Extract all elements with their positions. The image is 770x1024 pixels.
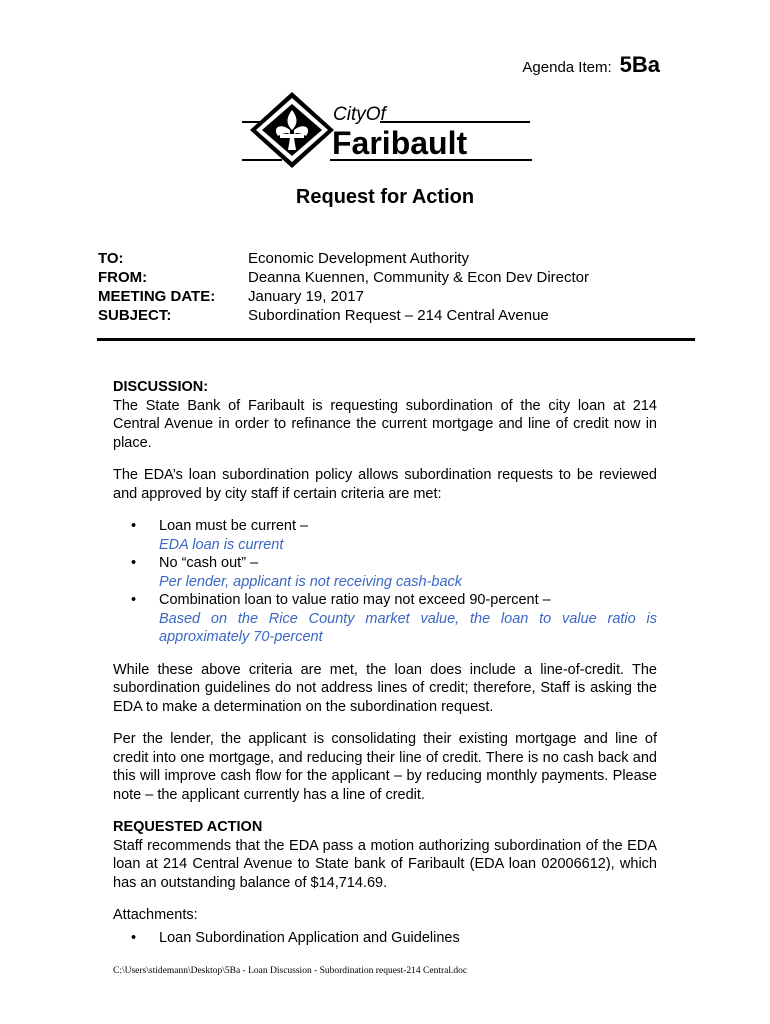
document-body: [113, 378, 657, 947]
criteria-note: Per lender, applicant is not receiving cash-back: [159, 573, 463, 590]
list-item: [113, 554, 657, 591]
memo-label: FROM:: [98, 269, 148, 286]
attachment-text: Loan Subordination Application and Guidelines: [159, 929, 460, 946]
discussion-heading: DISCUSSION:: [113, 379, 209, 395]
memo-row-to: [98, 249, 589, 268]
memo-header: [98, 249, 589, 325]
memo-value: January 19, 2017: [248, 288, 364, 305]
attachments-list: [113, 929, 657, 948]
criteria-note: Based on the Rice County market value, the loan to value ratio is approximately 70-percent: [159, 610, 657, 645]
memo-label: MEETING DATE:: [98, 288, 216, 305]
list-item: [113, 591, 657, 647]
logo-city-of-text: CityOf: [333, 104, 386, 125]
file-path-footer: C:\Users\stidemann\Desktop\5Ba - Loan Discussion - Subordination request-214 Central.doc: [113, 966, 468, 976]
requested-action-text: Staff recommends that the EDA pass a motion authorizing subordination of the EDA loan at 214 Central Avenue to State bank of Faribault (EDA loan 02006612), which has an outstanding balance of $14,714.69.: [113, 837, 657, 891]
memo-value: Economic Development Authority: [248, 250, 469, 267]
discussion-paragraph-3: While these above criteria are met, the loan does include a line-of-credit. The subordination guidelines do not address lines of credit; therefore, Staff is asking the EDA to make a determination on the subordination request.: [113, 661, 657, 715]
bullet-icon: •: [131, 555, 137, 571]
bullet-icon: •: [131, 592, 137, 608]
criteria-text: Combination loan to value ratio may not exceed 90-percent –: [159, 592, 551, 608]
agenda-item-label: Agenda Item:: [522, 59, 612, 76]
memo-label: SUBJECT:: [98, 307, 172, 324]
memo-row-from: [98, 268, 589, 287]
discussion-paragraph-1: The State Bank of Faribault is requesting subordination of the city loan at 214 Central Avenue in order to refinance the current mortgage and line of credit now in place.: [113, 397, 657, 451]
memo-row-meeting-date: [98, 287, 589, 306]
agenda-item-number: 5Ba: [619, 52, 660, 77]
agenda-item: [522, 52, 660, 78]
logo-faribault-text: Faribault: [332, 125, 468, 161]
discussion-paragraph-4: Per the lender, the applicant is consolidating their existing mortgage and line of credit into one mortgage, and reducing their line of credit. There is no cash back and this will improve cash flow for the applicant – by reducing monthly payments. Please note – the applicant currently has a line of credit.: [113, 731, 657, 803]
requested-action-heading: REQUESTED ACTION: [113, 819, 263, 835]
bullet-icon: •: [131, 929, 137, 946]
criteria-text: No “cash out” –: [159, 555, 259, 571]
page-title: Request for Action: [295, 186, 475, 208]
list-item: [113, 929, 657, 948]
criteria-list: [113, 517, 657, 647]
memo-value: Deanna Kuennen, Community & Econ Dev Director: [248, 269, 590, 286]
list-item: [113, 517, 657, 554]
header-divider: [97, 338, 695, 341]
memo-row-subject: [98, 306, 589, 325]
city-of-faribault-logo: [240, 90, 535, 170]
bullet-icon: •: [131, 518, 137, 534]
criteria-note: EDA loan is current: [159, 536, 284, 553]
discussion-paragraph-2: The EDA’s loan subordination policy allows subordination requests to be reviewed and approved by city staff if certain criteria are met:: [113, 467, 657, 502]
attachments-label: Attachments:: [113, 907, 198, 923]
memo-value: Subordination Request – 214 Central Avenue: [248, 307, 549, 324]
memo-label: TO:: [98, 250, 124, 267]
criteria-text: Loan must be current –: [159, 518, 309, 534]
